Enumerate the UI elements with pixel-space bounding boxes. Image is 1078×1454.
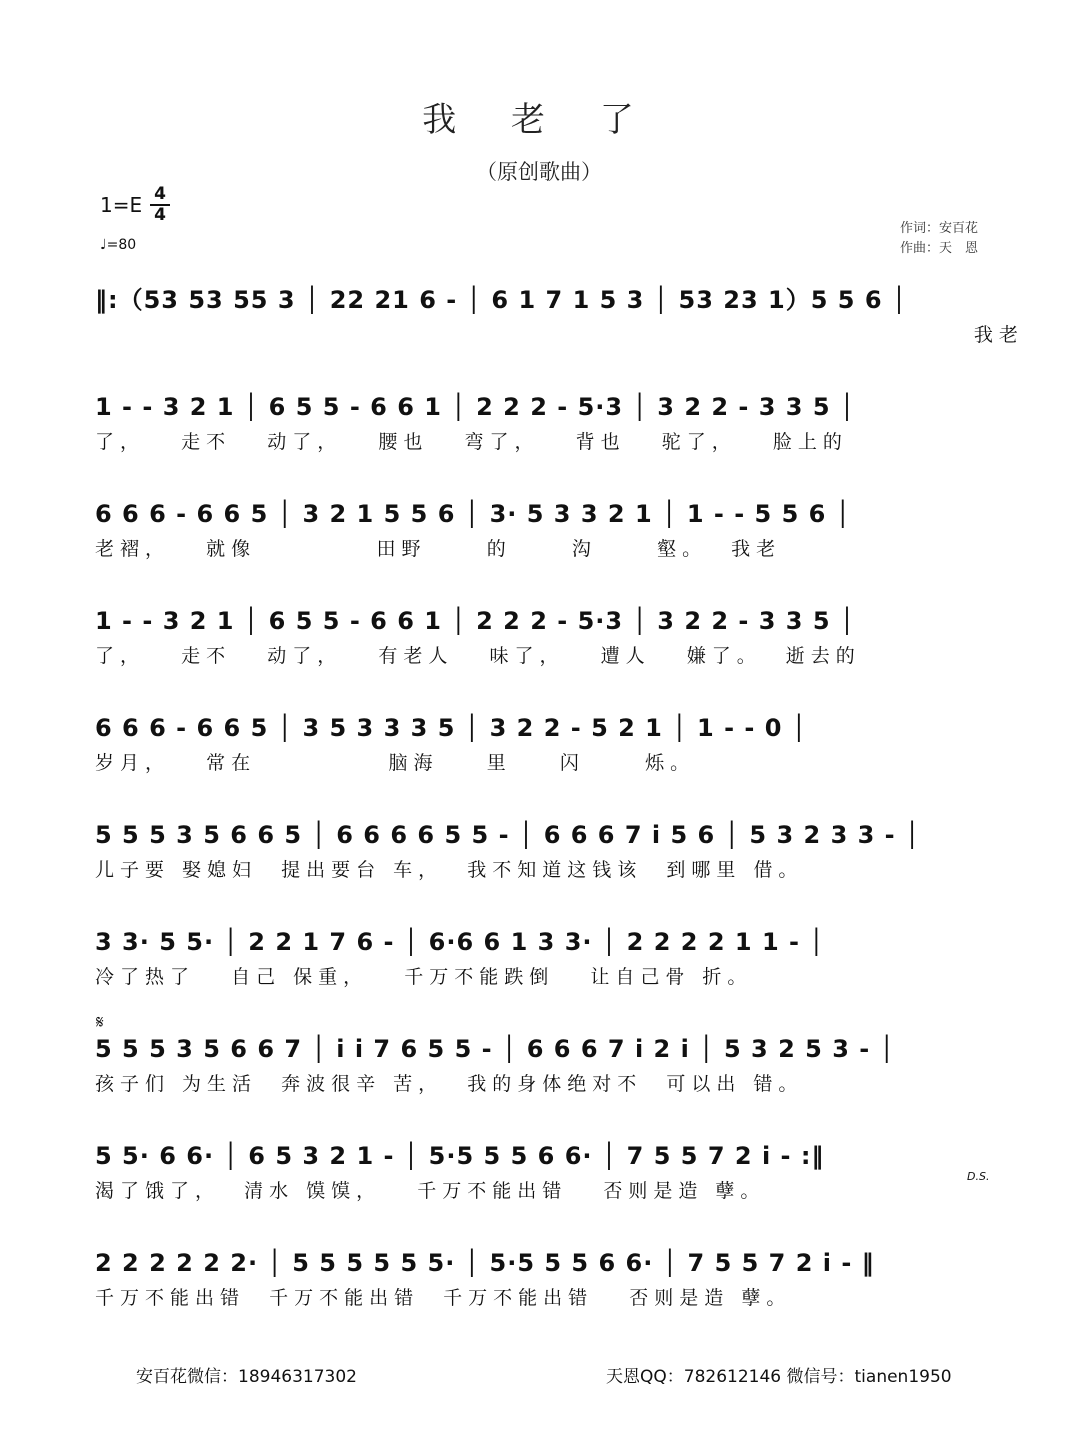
song-title: 我 老 了 [422, 100, 656, 140]
lyrics-line: 了， 走不 动了， 有老人 味了， 遭人 嫌了。 逝去的 [95, 645, 861, 667]
score-system-6 [95, 815, 985, 885]
lyrics-line: 我老 [95, 324, 1024, 346]
score-system-5 [95, 708, 985, 778]
score-system-2 [95, 387, 985, 457]
credits [900, 219, 978, 259]
lyrics-line: 了， 走不 动了， 腰也 弯了， 背也 驼了， 脸上的 [95, 431, 848, 453]
lyrics-line: 孩子们 为生活 奔波很辛 苦， 我的身体绝对不 可以出 错。 [95, 1073, 804, 1095]
score-system-4 [95, 601, 985, 671]
score-system-10 [95, 1243, 985, 1313]
notes-line: 5 5 5 3 5 6 6 5 │ 6 6 6 6 5 5 - │ 6 6 6 7 i 5 6 │ 5 3 2 3 3 - │ [95, 821, 921, 849]
score-system-3 [95, 494, 985, 564]
song-subtitle: （原创歌曲） [476, 160, 602, 184]
lyrics-line: 千万不能出错 千万不能出错 千万不能出错 否则是造 孽。 [95, 1287, 792, 1309]
footer-contact-right: 天恩QQ：782612146 微信号：tianen1950 [606, 1367, 952, 1387]
ds-mark: D.S. [967, 1170, 990, 1183]
time-sig-bottom: 4 [154, 205, 166, 225]
notes-line: ‖:（53 53 55 3 │ 22 21 6 - │ 6 1 7 1 5 3 │ 53 23 1）5 5 6 │ [95, 286, 908, 314]
score-system-9 [95, 1136, 985, 1206]
notes-line: 5 5· 6 6· │ 6 5 3 2 1 - │ 5·5 5 5 6 6· │ 7 5 5 7 2 i - :‖ [95, 1142, 825, 1170]
notes-line: 6 6 6 - 6 6 5 │ 3 5 3 3 3 5 │ 3 2 2 - 5 2 1 │ 1 - - 0 │ [95, 714, 808, 742]
notes-line: 3 3· 5 5· │ 2 2 1 7 6 - │ 6·6 6 1 3 3· │ 2 2 2 2 1 1 - │ [95, 928, 825, 956]
notes-line: 1 - - 3 2 1 │ 6 5 5 - 6 6 1 │ 2 2 2 - 5·3 │ 3 2 2 - 3 3 5 │ [95, 393, 856, 421]
time-sig-top: 4 [154, 184, 166, 204]
notes-line: 1 - - 3 2 1 │ 6 5 5 - 6 6 1 │ 2 2 2 - 5·3 │ 3 2 2 - 3 3 5 │ [95, 607, 856, 635]
lyrics-line: 冷了热了 自己 保重， 千万不能跌倒 让自己骨 折。 [95, 966, 753, 988]
lyricist-credit: 作词：安百花 [899, 221, 978, 236]
composer-credit: 作曲：天 恩 [899, 241, 978, 256]
key-signature: 1=E [100, 193, 143, 217]
notes-line: 5 5 5 3 5 6 6 7 │ i i 7 6 5 5 - │ 6 6 6 7 i 2 i │ 5 3 2 5 3 - │ [95, 1035, 896, 1063]
lyrics-line: 渴了饿了， 清水 馍馍， 千万不能出错 否则是造 孽。 [95, 1180, 766, 1202]
segno-mark: 𝄋 [96, 1012, 104, 1033]
score-system-1 [95, 280, 1024, 350]
score-system-7 [95, 922, 985, 992]
lyrics-line: 儿子要 娶媳妇 提出要台 车， 我不知道这钱该 到哪里 借。 [95, 859, 804, 881]
notes-line: 2 2 2 2 2 2· │ 5 5 5 5 5 5· │ 5·5 5 5 6 6· │ 7 5 5 7 2 i - ‖ [95, 1249, 875, 1277]
lyrics-line: 老褶， 就像 田野 的 沟 壑。 我老 [95, 538, 782, 560]
lyrics-line: 岁月， 常在 脑海 里 闪 烁。 [95, 752, 696, 774]
score-system-8 [95, 1029, 985, 1099]
time-signature [150, 186, 170, 224]
notes-line: 6 6 6 - 6 6 5 │ 3 2 1 5 5 6 │ 3· 5 3 3 2 1 │ 1 - - 5 5 6 │ [95, 500, 852, 528]
tempo-mark: ♩=80 [100, 237, 137, 253]
footer-contact-left: 安百花微信：18946317302 [136, 1367, 357, 1387]
